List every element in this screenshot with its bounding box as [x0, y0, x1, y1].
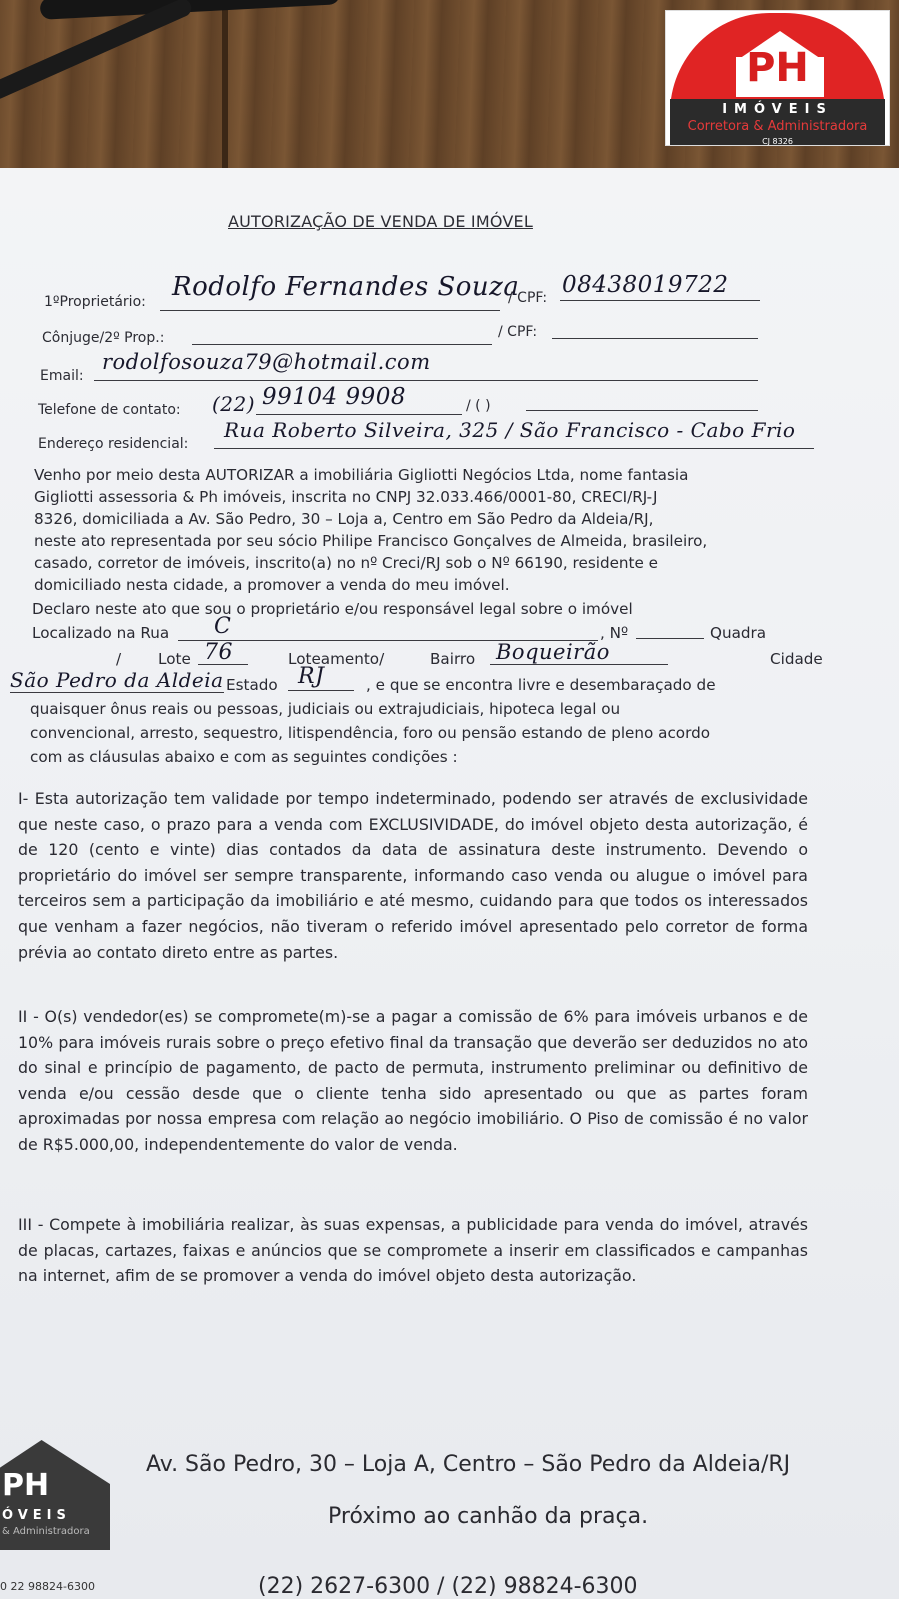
phone2-paren: / ( ) [466, 398, 491, 414]
owner-label: 1ºProprietário: [44, 294, 146, 310]
address-label: Endereço residencial: [38, 436, 189, 452]
neighborhood-label: Bairro [430, 650, 476, 668]
phone-label: Telefone de contato: [38, 402, 181, 418]
authorization-line-5: casado, corretor de imóveis, inscrito(a) no nº Creci/RJ sob o Nº 66190, residente e [34, 554, 659, 572]
authorization-line-3: 8326, domiciliada a Av. São Pedro, 30 – Loja a, Centro em São Pedro da Aldeia/RJ, [34, 510, 654, 528]
footer-logo-tagline: & Administradora [2, 1526, 90, 1537]
spouse-underline [192, 344, 492, 345]
address-handwritten: Rua Roberto Silveira, 325 / São Francisco - Cabo Frio [224, 418, 796, 442]
email-label: Email: [40, 368, 84, 384]
city-label: Cidade [770, 650, 823, 668]
authorization-line-4: neste ato representada por seu sócio Philipe Francisco Gonçalves de Almeida, brasileiro, [34, 532, 708, 550]
owner-underline [160, 310, 500, 311]
footer-logo-subtitle: ÓVEIS [2, 1508, 71, 1523]
authorization-line-6: domiciliado nesta cidade, a promover a venda do meu imóvel. [34, 576, 510, 594]
authorization-line-1: Venho por meio desta AUTORIZAR a imobiliária Gigliotti Negócios Ltda, nome fantasia [34, 466, 689, 484]
subdivision-label: Loteamento/ [288, 650, 385, 668]
cpf-handwritten: 08438019722 [562, 272, 729, 298]
logo-code: CJ 8326 [762, 137, 793, 146]
authorization-line-2: Gigliotti assessoria & Ph imóveis, inscrita no CNPJ 32.033.466/0001-80, CRECI/RJ-J [34, 488, 658, 506]
owner-handwritten: Rodolfo Fernandes Souza [172, 272, 520, 302]
phone-ddd: (22) [212, 392, 256, 416]
cpf2-label: / CPF: [498, 324, 538, 340]
declaration-line-6: convencional, arresto, sequestro, litispendência, foro ou pensão estando de pleno acordo [30, 724, 711, 742]
slash-separator: / [116, 650, 122, 668]
phone-handwritten: 99104 9908 [262, 384, 407, 410]
clause-2: II - O(s) vendedor(es) se compromete(m)-se a pagar a comissão de 6% para imóveis urbanos e de 10% para imóveis rurais sobre o preço efetivo final da transação que deverão ser deduzidos no ato do sinal e princípio de pagamento, de pacto de permuta, instrumento preliminar ou definitivo de venda e/ou cessão desde que o cliente tenha sido apresentado ou que as partes foram aproximadas por nossa empresa com relação ao negócio imobiliário. O Piso de comissão é no valor de R$5.000,00, independentemente do valor de venda. [18, 1007, 808, 1154]
city-handwritten: São Pedro da Aldeia [10, 668, 224, 692]
state-handwritten: RJ [298, 664, 325, 689]
table-seam [222, 0, 228, 180]
clause-3: III - Compete à imobiliária realizar, às suas expensas, a publicidade para venda do imóvel, através de placas, cartazes, faixas e anúncios que se compromete a inserir em classificados e campanhas na internet, afim de se promover a venda do imóvel objeto desta autorização. [18, 1215, 808, 1286]
declaration-line-1: Declaro neste ato que sou o proprietário e/ou responsável legal sobre o imóvel [32, 600, 633, 618]
footer-landmark: Próximo ao canhão da praça. [328, 1504, 649, 1529]
neighborhood-handwritten: Boqueirão [496, 640, 610, 664]
footer-phones: (22) 2627-6300 / (22) 98824-6300 [258, 1574, 638, 1599]
cpf2-underline [552, 338, 758, 339]
declaration-line-5: quaisquer ônus reais ou pessoas, judiciais ou extrajudiciais, hipoteca legal ou [30, 700, 621, 718]
declaration-line-4: , e que se encontra livre e desembaraçado de [366, 676, 716, 694]
lot-handwritten: 76 [204, 640, 233, 665]
document-title: AUTORIZAÇÃO DE VENDA DE IMÓVEL [228, 212, 533, 231]
declaration-line-7: com as cláusulas abaixo e com as seguintes condições : [30, 748, 458, 766]
phone-underline [256, 414, 462, 415]
lot-label: Lote [158, 650, 191, 668]
state-label: Estado [226, 676, 278, 694]
logo-subtitle: IMÓVEIS [722, 102, 833, 117]
neighborhood-underline [490, 664, 668, 665]
ph-imoveis-logo [665, 10, 890, 146]
block-label: Quadra [710, 624, 767, 642]
city-underline [10, 692, 224, 693]
state-underline [288, 690, 354, 691]
footer-logo-phone: 0 22 98824-6300 [0, 1580, 95, 1593]
spouse-label: Cônjuge/2º Prop.: [42, 330, 165, 346]
logo-tagline: Corretora & Administradora [687, 119, 868, 134]
clause-1: I- Esta autorização tem validade por tempo indeterminado, podendo ser através de exclusividade que neste caso, o prazo para a venda com EXCLUSIVIDADE, do imóvel objeto desta autorização, é de 120 (cento e vinte) dias contados da data de assinatura deste instrumento. Devendo o proprietário do imóvel ser sempre transparente, informando caso venda ou alugue o imóvel para terceiros sem a participação da imobiliário e até mesmo, cuidando para que todos os interessados que venham a fazer negócios, não tiveram o referido imóvel apresentado pelo corretor de forma prévia ao contato direto entre as partes. [18, 789, 808, 962]
logo-text: PH [746, 45, 809, 91]
street-label: Localizado na Rua [32, 624, 170, 642]
email-underline [94, 380, 758, 381]
number-underline [636, 638, 704, 639]
number-label: , Nº [600, 624, 629, 642]
email-handwritten: rodolfosouza79@hotmail.com [102, 350, 431, 374]
cpf-label: / CPF: [508, 290, 548, 306]
address-underline [214, 448, 814, 449]
footer-logo-text: PH [2, 1468, 50, 1503]
phone2-underline [526, 410, 758, 411]
cpf-underline [560, 300, 760, 301]
street-handwritten: C [214, 614, 232, 639]
footer-address: Av. São Pedro, 30 – Loja A, Centro – São Pedro da Aldeia/RJ [146, 1452, 791, 1477]
